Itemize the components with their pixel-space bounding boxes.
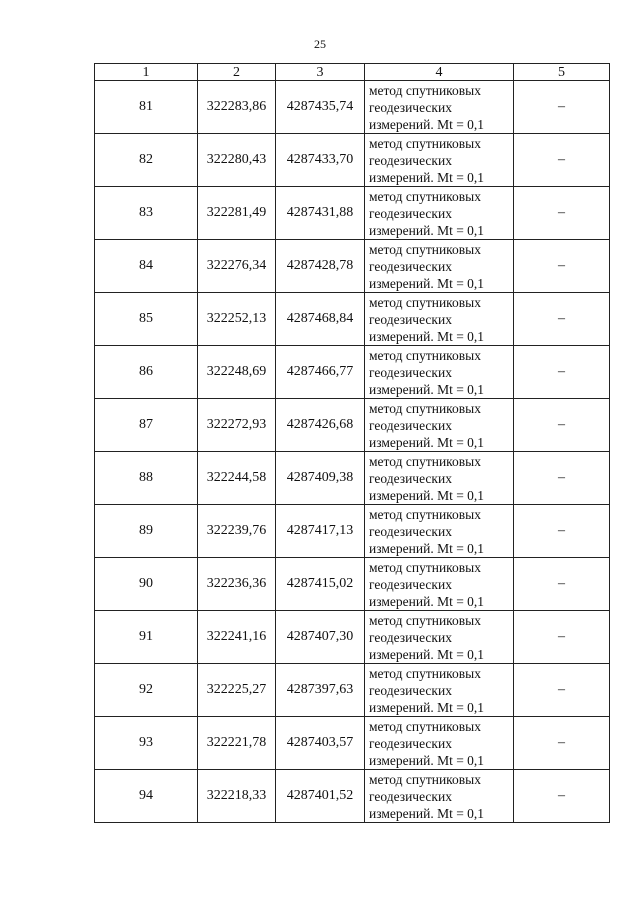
note-dash: – xyxy=(514,558,610,611)
method-line: геодезических xyxy=(369,576,452,592)
point-number: 89 xyxy=(95,505,198,558)
table-row xyxy=(95,134,610,187)
column-header: 1 xyxy=(95,64,198,81)
method-line: геодезических xyxy=(369,99,452,115)
point-number: 88 xyxy=(95,452,198,505)
method-description xyxy=(365,293,514,346)
note-dash: – xyxy=(514,134,610,187)
coordinate-x: 322281,49 xyxy=(198,187,276,240)
method-line: геодезических xyxy=(369,152,452,168)
note-dash: – xyxy=(514,664,610,717)
method-line: измерений. Mt = 0,1 xyxy=(369,328,485,344)
method-line: измерений. Mt = 0,1 xyxy=(369,805,485,821)
coordinate-y: 4287415,02 xyxy=(276,558,365,611)
note-dash: – xyxy=(514,452,610,505)
point-number: 94 xyxy=(95,770,198,823)
table-row xyxy=(95,717,610,770)
point-number: 84 xyxy=(95,240,198,293)
coordinate-y: 4287428,78 xyxy=(276,240,365,293)
note-dash: – xyxy=(514,770,610,823)
note-dash: – xyxy=(514,717,610,770)
point-number: 87 xyxy=(95,399,198,452)
method-line: метод спутниковых xyxy=(369,612,481,628)
method-line: метод спутниковых xyxy=(369,347,481,363)
method-line: геодезических xyxy=(369,205,452,221)
method-description xyxy=(365,187,514,240)
coordinate-y: 4287417,13 xyxy=(276,505,365,558)
method-line: метод спутниковых xyxy=(369,771,481,787)
coordinate-x: 322244,58 xyxy=(198,452,276,505)
page-number: 25 xyxy=(314,37,326,51)
point-number: 91 xyxy=(95,611,198,664)
method-description xyxy=(365,717,514,770)
note-dash: – xyxy=(514,187,610,240)
note-dash: – xyxy=(514,346,610,399)
method-line: измерений. Mt = 0,1 xyxy=(369,275,485,291)
point-number: 92 xyxy=(95,664,198,717)
method-line: метод спутниковых xyxy=(369,135,481,151)
table-row xyxy=(95,770,610,823)
note-dash: – xyxy=(514,240,610,293)
method-line: измерений. Mt = 0,1 xyxy=(369,381,485,397)
coordinate-x: 322280,43 xyxy=(198,134,276,187)
method-line: геодезических xyxy=(369,735,452,751)
method-line: измерений. Mt = 0,1 xyxy=(369,116,485,132)
method-line: метод спутниковых xyxy=(369,82,481,98)
column-header: 2 xyxy=(198,64,276,81)
coordinate-y: 4287433,70 xyxy=(276,134,365,187)
method-line: геодезических xyxy=(369,258,452,274)
coordinate-y: 4287466,77 xyxy=(276,346,365,399)
method-line: метод спутниковых xyxy=(369,506,481,522)
coordinate-y: 4287397,63 xyxy=(276,664,365,717)
method-line: измерений. Mt = 0,1 xyxy=(369,222,485,238)
method-description xyxy=(365,452,514,505)
method-line: измерений. Mt = 0,1 xyxy=(369,752,485,768)
coordinate-y: 4287426,68 xyxy=(276,399,365,452)
method-line: измерений. Mt = 0,1 xyxy=(369,434,485,450)
method-line: измерений. Mt = 0,1 xyxy=(369,699,485,715)
point-number: 93 xyxy=(95,717,198,770)
method-description xyxy=(365,664,514,717)
coordinate-y: 4287468,84 xyxy=(276,293,365,346)
method-description xyxy=(365,240,514,293)
method-line: измерений. Mt = 0,1 xyxy=(369,540,485,556)
method-description xyxy=(365,399,514,452)
coordinate-x: 322236,36 xyxy=(198,558,276,611)
coordinate-y: 4287435,74 xyxy=(276,81,365,134)
coordinate-x: 322221,78 xyxy=(198,717,276,770)
method-line: геодезических xyxy=(369,523,452,539)
method-line: измерений. Mt = 0,1 xyxy=(369,487,485,503)
coordinate-x: 322225,27 xyxy=(198,664,276,717)
table-row xyxy=(95,187,610,240)
coordinate-y: 4287407,30 xyxy=(276,611,365,664)
coordinate-x: 322239,76 xyxy=(198,505,276,558)
note-dash: – xyxy=(514,611,610,664)
coordinate-y: 4287431,88 xyxy=(276,187,365,240)
table-row xyxy=(95,558,610,611)
coordinate-x: 322248,69 xyxy=(198,346,276,399)
coordinate-y: 4287401,52 xyxy=(276,770,365,823)
method-description xyxy=(365,346,514,399)
method-description xyxy=(365,134,514,187)
method-line: геодезических xyxy=(369,629,452,645)
table-row xyxy=(95,611,610,664)
column-header: 4 xyxy=(365,64,514,81)
method-line: метод спутниковых xyxy=(369,241,481,257)
method-line: геодезических xyxy=(369,470,452,486)
method-line: метод спутниковых xyxy=(369,559,481,575)
method-line: геодезических xyxy=(369,417,452,433)
coordinates-table xyxy=(94,63,610,823)
note-dash: – xyxy=(514,293,610,346)
method-line: измерений. Mt = 0,1 xyxy=(369,169,485,185)
method-description xyxy=(365,81,514,134)
note-dash: – xyxy=(514,399,610,452)
point-number: 90 xyxy=(95,558,198,611)
note-dash: – xyxy=(514,81,610,134)
coordinate-x: 322252,13 xyxy=(198,293,276,346)
table-row xyxy=(95,664,610,717)
method-line: геодезических xyxy=(369,788,452,804)
method-line: измерений. Mt = 0,1 xyxy=(369,593,485,609)
method-line: метод спутниковых xyxy=(369,294,481,310)
note-dash: – xyxy=(514,505,610,558)
method-line: геодезических xyxy=(369,311,452,327)
point-number: 83 xyxy=(95,187,198,240)
method-description xyxy=(365,770,514,823)
coordinate-y: 4287409,38 xyxy=(276,452,365,505)
method-line: метод спутниковых xyxy=(369,400,481,416)
method-line: метод спутниковых xyxy=(369,188,481,204)
coordinate-x: 322218,33 xyxy=(198,770,276,823)
method-description xyxy=(365,611,514,664)
method-line: метод спутниковых xyxy=(369,453,481,469)
table-body xyxy=(95,81,610,823)
table-row xyxy=(95,293,610,346)
table-row xyxy=(95,505,610,558)
coordinate-x: 322241,16 xyxy=(198,611,276,664)
method-line: измерений. Mt = 0,1 xyxy=(369,646,485,662)
point-number: 81 xyxy=(95,81,198,134)
point-number: 82 xyxy=(95,134,198,187)
table-row xyxy=(95,240,610,293)
table-row xyxy=(95,399,610,452)
method-description xyxy=(365,505,514,558)
method-line: метод спутниковых xyxy=(369,718,481,734)
point-number: 86 xyxy=(95,346,198,399)
method-line: геодезических xyxy=(369,682,452,698)
method-description xyxy=(365,558,514,611)
coordinate-x: 322283,86 xyxy=(198,81,276,134)
table-row xyxy=(95,346,610,399)
table-header xyxy=(95,64,610,81)
table-row xyxy=(95,452,610,505)
method-line: геодезических xyxy=(369,364,452,380)
header-row xyxy=(95,64,610,81)
column-header: 5 xyxy=(514,64,610,81)
table-row xyxy=(95,81,610,134)
coordinate-x: 322272,93 xyxy=(198,399,276,452)
method-line: метод спутниковых xyxy=(369,665,481,681)
column-header: 3 xyxy=(276,64,365,81)
coordinate-y: 4287403,57 xyxy=(276,717,365,770)
coordinate-x: 322276,34 xyxy=(198,240,276,293)
point-number: 85 xyxy=(95,293,198,346)
